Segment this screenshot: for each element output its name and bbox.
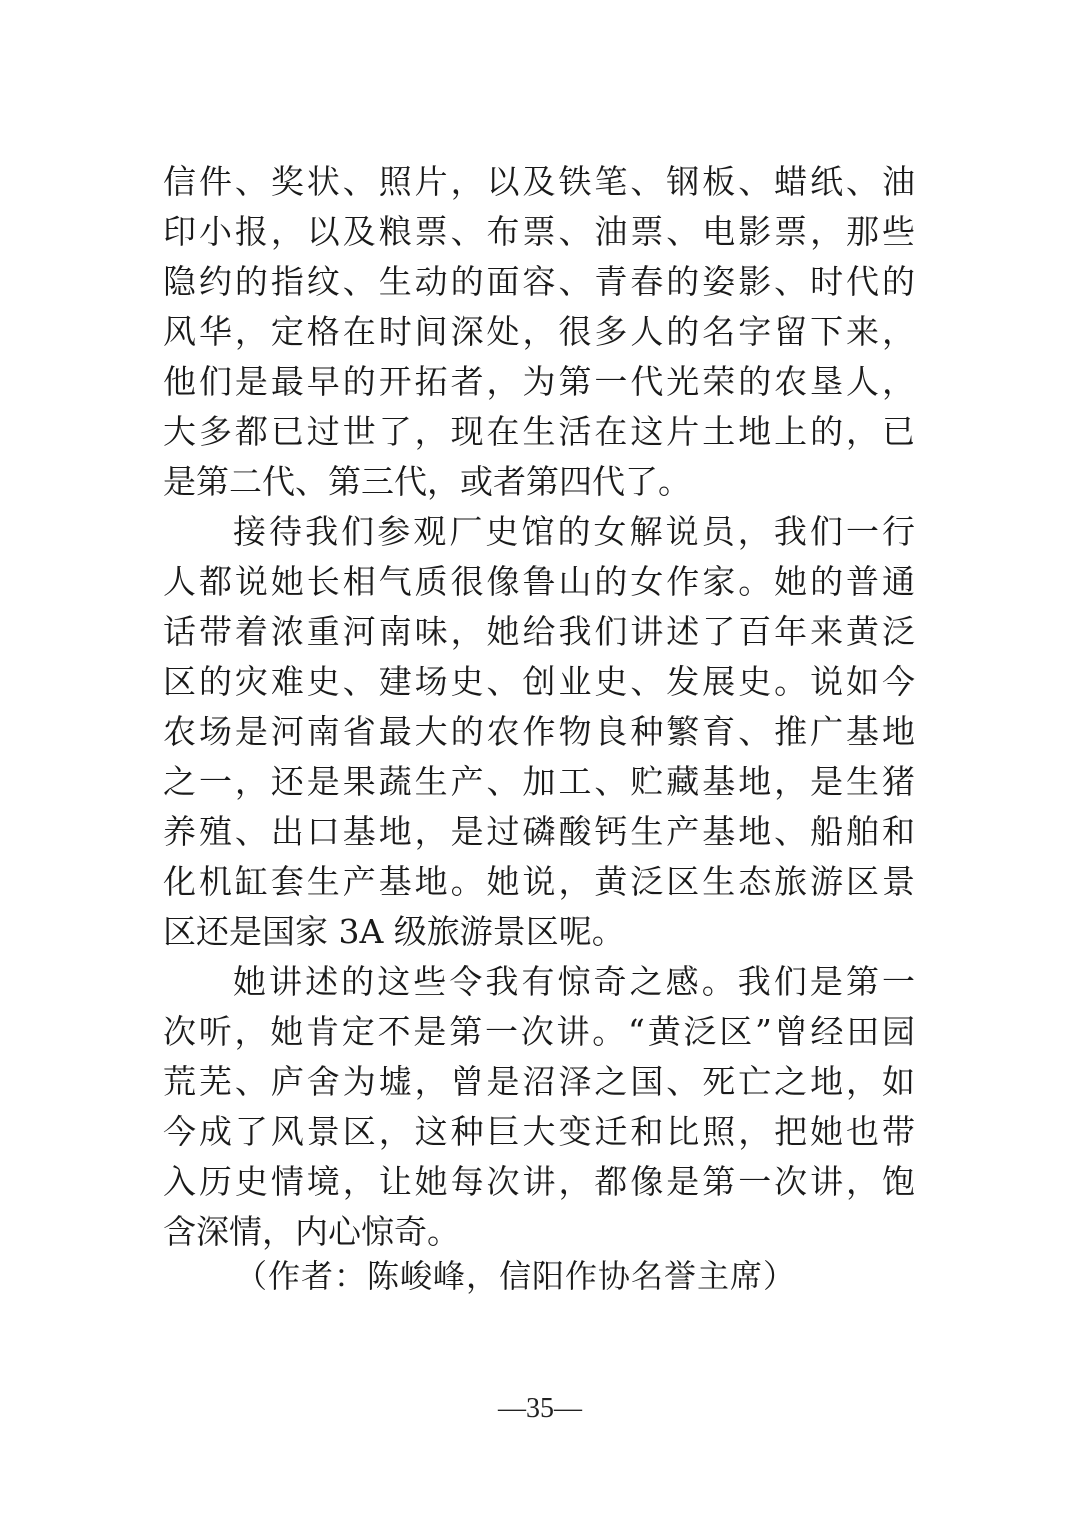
text-line: 今成了风景区，这种巨大变迁和比照，把她也带 xyxy=(163,1112,915,1151)
text-line: 养殖、出口基地，是过磷酸钙生产基地、船舶和 xyxy=(163,812,915,851)
text-line: 风华，定格在时间深处，很多人的名字留下来， xyxy=(163,312,915,351)
paragraph-1 xyxy=(163,157,915,507)
article-body xyxy=(163,157,915,1257)
text-line: 大多都已过世了，现在生活在这片土地上的，已 xyxy=(163,412,915,451)
text-line: 含深情，内心惊奇。 xyxy=(163,1212,460,1251)
text-line: 化机缸套生产基地。她说，黄泛区生态旅游区景 xyxy=(163,862,915,901)
text-line: 她讲述的这些令我有惊奇之感。我们是第一 xyxy=(233,962,915,1001)
paragraph-3 xyxy=(163,957,915,1257)
paragraph-2 xyxy=(163,507,915,957)
text-line: 印小报，以及粮票、布票、油票、电影票，那些 xyxy=(163,212,915,251)
text-line: 他们是最早的开拓者，为第一代光荣的农垦人， xyxy=(163,362,915,401)
text-line: 区的灾难史、建场史、创业史、发展史。说如今 xyxy=(163,662,915,701)
author-byline: （作者：陈峻峰，信阳作协名誉主席） xyxy=(235,1257,797,1295)
text-line: 话带着浓重河南味，她给我们讲述了百年来黄泛 xyxy=(163,612,915,651)
text-line: 接待我们参观厂史馆的女解说员，我们一行 xyxy=(233,512,915,551)
text-line: 荒芜、庐舍为墟，曾是沼泽之国、死亡之地，如 xyxy=(163,1062,915,1101)
text-line: 农场是河南省最大的农作物良种繁育、推广基地 xyxy=(163,712,915,751)
text-line: 人都说她长相气质很像鲁山的女作家。她的普通 xyxy=(163,562,915,601)
text-line: 之一，还是果蔬生产、加工、贮藏基地，是生猪 xyxy=(163,762,915,801)
text-line: 信件、奖状、照片，以及铁笔、钢板、蜡纸、油 xyxy=(163,162,915,201)
text-line: 区还是国家 3A 级旅游景区呢。 xyxy=(163,912,625,951)
text-line: 是第二代、第三代，或者第四代了。 xyxy=(163,462,691,501)
text-line: 入历史情境，让她每次讲，都像是第一次讲，饱 xyxy=(163,1162,915,1201)
text-line: 隐约的指纹、生动的面容、青春的姿影、时代的 xyxy=(163,262,915,301)
page-number: —35— xyxy=(498,1393,582,1424)
text-line: 次听，她肯定不是第一次讲。“黄泛区”曾经田园 xyxy=(163,1012,915,1051)
